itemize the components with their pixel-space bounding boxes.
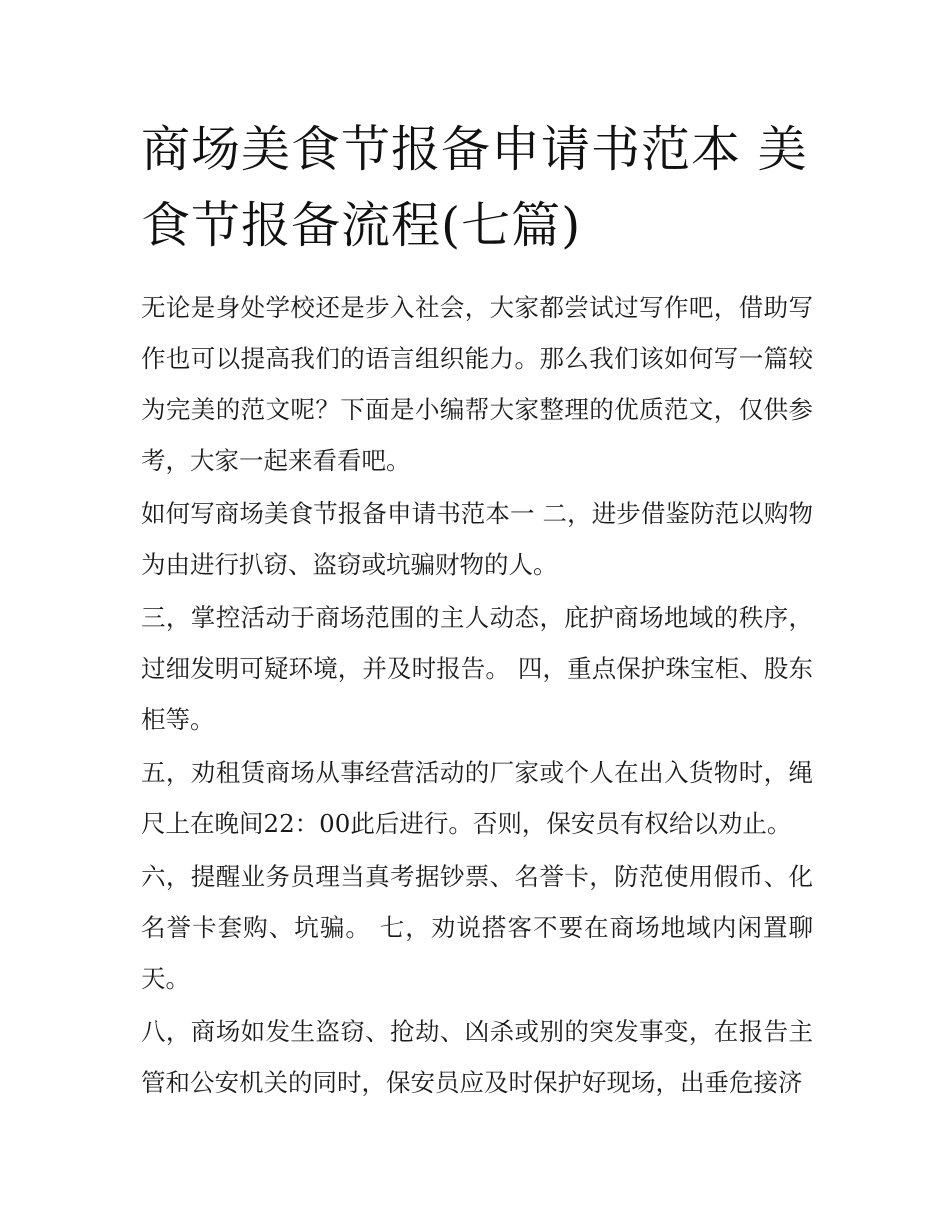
paragraph-item-5: 五，劝租赁商场从事经营活动的厂家或个人在出入货物时，绳尺上在晚间22：00此后进行。否则，保安员有权给以劝止。	[141, 758, 813, 838]
document-body	[141, 282, 813, 1110]
paragraph-item-2: 如何写商场美食节报备申请书范本一 二，进步借鉴防范以购物为由进行扒窃、盗窃或坑骗财物的人。	[141, 499, 813, 579]
paragraph-intro: 无论是身处学校还是步入社会，大家都尝试过写作吧，借助写作也可以提高我们的语言组织能力。那么我们该如何写一篇较为完美的范文呢？下面是小编帮大家整理的优质范文，仅供参考，大家一起来看看吧。	[141, 293, 813, 475]
document-title: 商场美食节报备申请书范本 美食节报备流程(七篇)	[141, 121, 808, 254]
paragraph-item-3-4: 三，掌控活动于商场范围的主人动态，庇护商场地域的秩序，过细发明可疑环境，并及时报告。 四，重点保护珠宝柜、股东柜等。	[141, 603, 813, 734]
paragraph-item-8: 八，商场如发生盗窃、抢劫、凶杀或别的突发事变，在报告主管和公安机关的同时，保安员应及时保护好现场，出垂危接济	[141, 1017, 813, 1097]
paragraph-item-6-7: 六，提醒业务员理当真考据钞票、名誉卡，防范使用假币、化名誉卡套购、坑骗。 七，劝说搭客不要在商场地域内闲置聊天。	[141, 862, 813, 993]
